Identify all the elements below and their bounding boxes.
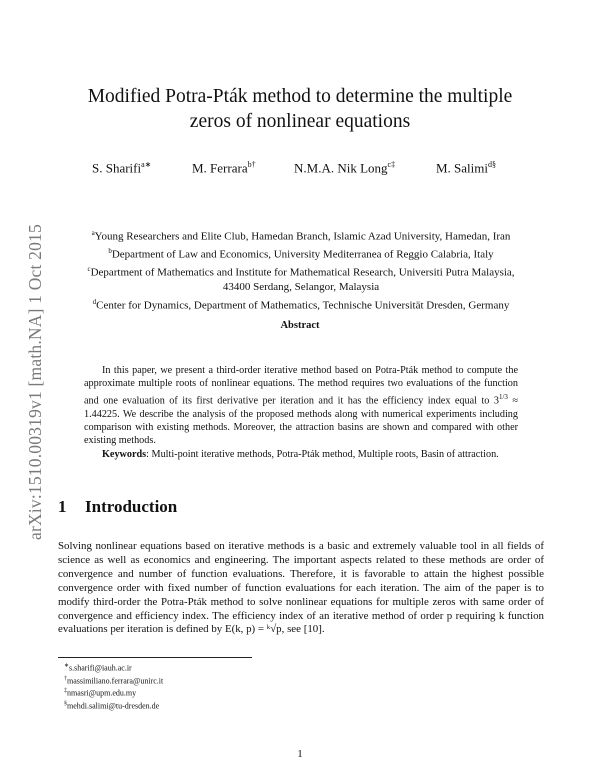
- section-number: 1: [58, 497, 67, 516]
- title-line-2: zeros of nonlinear equations: [189, 111, 411, 132]
- footnotes: [64, 661, 163, 712]
- keywords-text: : Multi-point iterative methods, Potra-Pták method, Multiple roots, Basin of attraction.: [146, 448, 499, 460]
- footnote-4: §mehdi.salimi@tu-dresden.de: [64, 700, 160, 711]
- author-name: M. Salimi: [436, 160, 489, 176]
- footnote-2: †massimiliano.ferrara@unirc.it: [64, 675, 164, 686]
- abstract-paragraph: In this paper, we present a third-order iterative method based on Potra-Pták method to compute the approximate multiple roots of nonlinear equations. The method requires two evaluations of the function and one evaluation of its first derivative per iteration and it has the efficiency index equal to $3^{1/3} \approx 1.44225$. We describe the analysis of the proposed methods along with numerical experiments including comparison with existing methods. Moreover, the attraction basins are shown and compared with other existing methods.: [84, 365, 518, 447]
- footnote-1: ∗s.sharifi@iauh.ac.ir: [64, 663, 132, 673]
- arxiv-stamp: arXiv:1510.00319v1 [math.NA] 1 Oct 2015: [25, 224, 45, 540]
- footnote-3: ‡nmasri@upm.edu.my: [64, 688, 137, 698]
- author-3: [294, 160, 395, 176]
- affiliation-c: $^c$Department of Mathematics and Institute for Mathematical Research, Universiti Putra Malaysia, 43400 Serdang, Selangor, Malaysia: [87, 265, 515, 294]
- author-name: S. Sharifi: [92, 160, 142, 176]
- author-mark: a∗: [141, 160, 152, 169]
- author-2: [192, 160, 256, 176]
- section-heading: [58, 497, 177, 517]
- keywords-label: Keywords: [102, 448, 147, 460]
- footnote-rule: [58, 657, 252, 658]
- abstract-heading: Abstract: [280, 320, 320, 331]
- affiliation-b: $^b$Department of Law and Economics, University Mediterranea of Reggio Calabria, Italy: [108, 247, 494, 261]
- author-mark: d§: [488, 160, 497, 169]
- intro-paragraph: [58, 540, 544, 637]
- section-title: Introduction: [85, 497, 178, 516]
- paper-title: [60, 84, 540, 134]
- author-4: [436, 160, 496, 176]
- author-mark: b†: [247, 160, 256, 169]
- affiliations: [58, 226, 544, 313]
- author-name: M. Ferrara: [192, 160, 248, 176]
- keywords: [84, 448, 518, 461]
- author-mark: c‡: [387, 160, 396, 169]
- affiliation-a: $^a$Young Researchers and Elite Club, Hamedan Branch, Islamic Azad University, Hamedan, Iran: [91, 229, 511, 243]
- efficiency-exponent: 1/3: [498, 392, 508, 401]
- page-number: 1: [297, 748, 303, 760]
- abstract: [84, 364, 518, 461]
- title-line-1: Modified Potra-Pták method to determine the multiple: [87, 86, 513, 107]
- intro-text: Solving nonlinear equations based on iterative methods is a basic and extremely valuable tool in all fields of science as well as economics and engineering. The important aspects related to these methods are order of convergence and number of function evaluations. Therefore, it is favorable to attain the highest possible convergence order with fixed number of function evaluations for each iteration. The aim of the paper is to modify third-order the Potra-Pták method to solve nonlinear equations for multiple zeros with same order of convergence and efficiency index. The efficiency index of an iterative method of order p requiring k function evaluations per iteration is defined by E(k, p) = ᵏ√p, see [10].: [58, 540, 544, 636]
- author-name: N.M.A. Nik Long: [294, 160, 388, 176]
- affiliation-d: $^d$Center for Dynamics, Department of Mathematics, Technische Universität Dresden, Germany: [92, 297, 510, 312]
- author-1: [92, 160, 151, 176]
